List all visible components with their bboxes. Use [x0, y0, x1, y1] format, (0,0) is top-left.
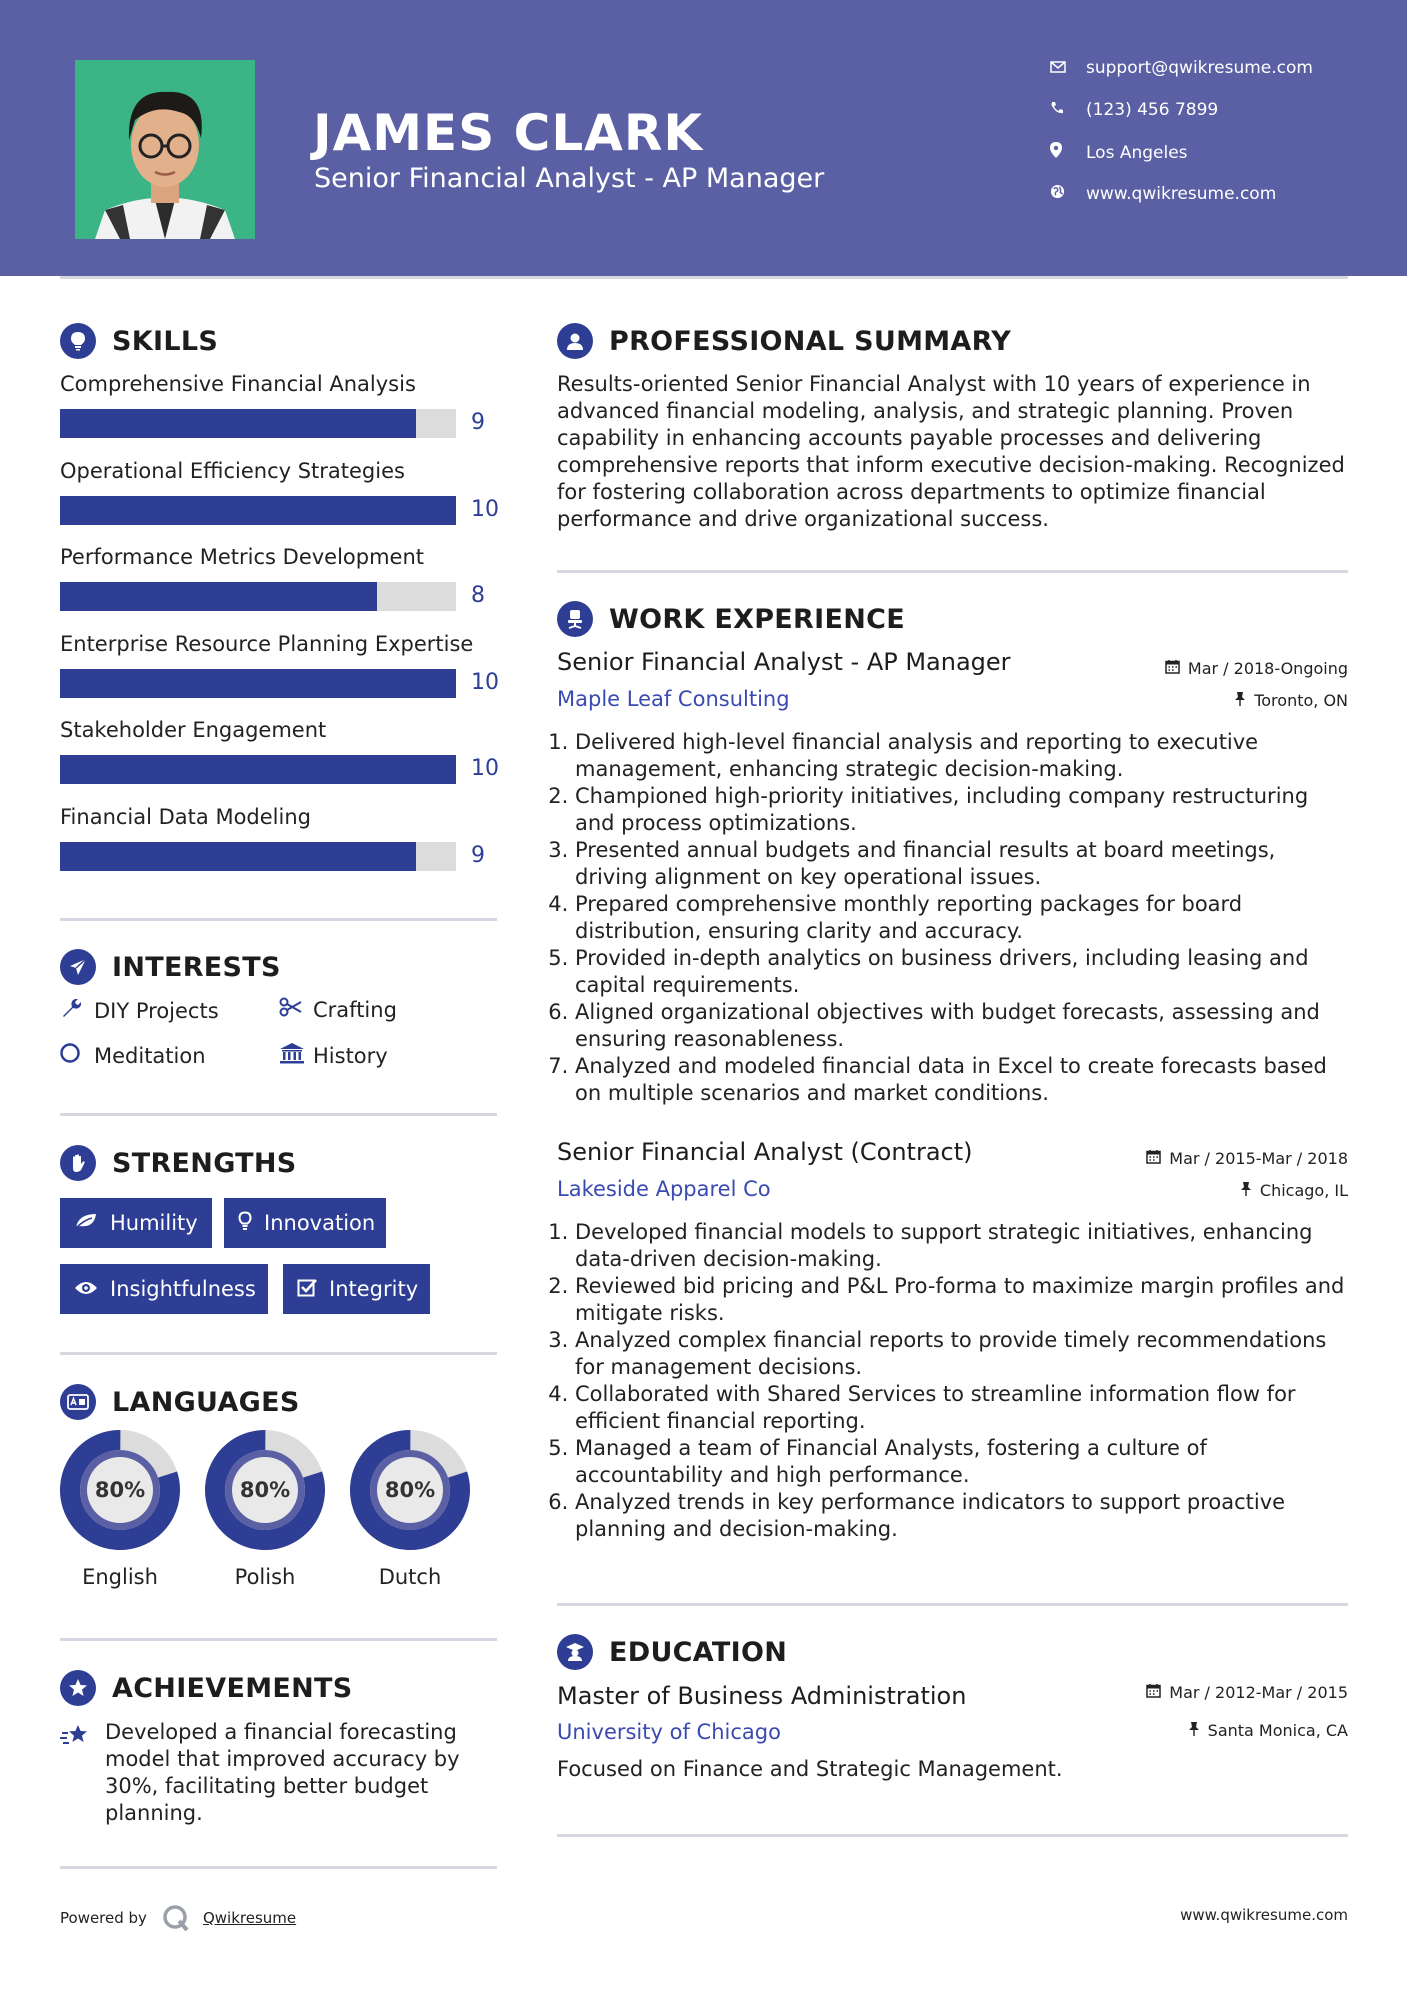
pushpin-icon [1240, 1181, 1252, 1200]
envelope-icon [1050, 58, 1086, 78]
strength-chip-innovation [224, 1198, 386, 1248]
languages-heading [60, 1384, 300, 1420]
candidate-title: Senior Financial Analyst - AP Manager [314, 163, 825, 194]
language-name: Dutch [378, 1565, 442, 1589]
strength-chip-insightfulness [60, 1264, 268, 1314]
responsibility-item: 2. Reviewed bid pricing and P&L Pro-forma to maximize margin profiles and mitigate risks. [575, 1273, 1352, 1327]
degree-title: Master of Business Administration [557, 1682, 967, 1710]
skill-bar-track [60, 842, 456, 871]
pushpin-icon [1188, 1721, 1200, 1740]
skill-label: Enterprise Resource Planning Expertise [60, 631, 474, 656]
education-heading-text: EDUCATION [609, 1636, 788, 1668]
achievement-text: Developed a financial forecasting model that improved accuracy by 30%, facilitating better budget planning. [105, 1720, 460, 1825]
profile-photo [75, 60, 255, 239]
responsibility-item: 1. Developed financial models to support strategic initiatives, enhancing data-driven decision-making. [575, 1219, 1352, 1273]
job-location-text: Toronto, ON [1254, 691, 1348, 710]
contact-website[interactable] [1050, 184, 1276, 204]
footer-website[interactable]: www.qwikresume.com [1180, 1906, 1348, 1924]
eye-icon [74, 1277, 98, 1301]
interest-history [279, 1042, 388, 1069]
contact-location [1050, 142, 1188, 163]
company-name[interactable]: Lakeside Apparel Co [557, 1177, 771, 1201]
education-dates-text: Mar / 2012-Mar / 2015 [1169, 1683, 1348, 1702]
responsibility-item: 6. Analyzed trends in key performance indicators to support proactive planning and decision-making. [575, 1489, 1352, 1543]
calendar-icon [1165, 659, 1180, 678]
language-name: Polish [234, 1565, 296, 1589]
interest-diy-projects [60, 997, 219, 1024]
contact-location-text: Los Angeles [1086, 142, 1188, 163]
skill-label: Financial Data Modeling [60, 805, 311, 829]
powered-by-text: Powered by [60, 1909, 147, 1927]
skill-value: 9 [471, 410, 485, 435]
interest-label: Meditation [94, 1043, 206, 1068]
interest-label: History [313, 1043, 388, 1068]
skill-bar-fill [60, 755, 456, 784]
skills-divider [60, 918, 497, 921]
skill-label: Comprehensive Financial Analysis [60, 372, 416, 396]
strength-chip-integrity [283, 1264, 430, 1314]
graduate-icon [557, 1634, 593, 1670]
job-dates [1146, 1149, 1348, 1168]
education-location [1188, 1721, 1348, 1740]
school-name[interactable]: University of Chicago [557, 1720, 781, 1744]
job-location [1234, 691, 1348, 710]
contact-phone-text: (123) 456 7899 [1086, 100, 1219, 120]
strength-chip-humility [60, 1198, 212, 1248]
phone-icon [1050, 100, 1086, 120]
skill-bar-track [60, 582, 456, 611]
experience-divider [557, 1603, 1348, 1606]
stars-icon [60, 1723, 92, 1753]
education-location-text: Santa Monica, CA [1207, 1721, 1348, 1740]
responsibility-item: 1. Delivered high-level financial analysis and reporting to executive management, enhancing strategic decision-making. [575, 729, 1352, 783]
responsibility-item: 5. Managed a team of Financial Analysts, fostering a culture of accountability and high performance. [575, 1435, 1352, 1489]
responsibility-item: 2. Championed high-priority initiatives, including company restructuring and process optimizations. [575, 783, 1352, 837]
strengths-heading-text: STRENGTHS [112, 1147, 297, 1179]
skill-value: 10 [471, 669, 499, 695]
job-responsibilities [557, 729, 1352, 1107]
user-icon [557, 323, 593, 359]
language-percent: 80% [239, 1478, 291, 1502]
skills-heading-text: SKILLS [112, 325, 219, 357]
responsibility-item: 7. Analyzed and modeled financial data in Excel to create forecasts based on multiple scenarios and market conditions. [575, 1053, 1352, 1107]
skill-bar-fill [60, 669, 456, 698]
job-location-text: Chicago, IL [1259, 1181, 1348, 1200]
language-percent: 80% [384, 1478, 436, 1502]
responsibility-item: 4. Prepared comprehensive monthly reporting packages for board distribution, ensuring clarity and accuracy. [575, 891, 1352, 945]
summary-heading [557, 323, 1011, 359]
skill-value: 10 [471, 756, 499, 782]
summary-text: Results-oriented Senior Financial Analyst with 10 years of experience in advanced financial modeling, analysis, and strategic planning. Proven capability in enhancing accounts payable processes and delivering comprehensive reports that inform executive decision-making. Recognized for fostering collaboration across departments to optimize financial performance and drive organizational success. [557, 372, 1345, 531]
education-divider [557, 1834, 1348, 1837]
language-ring [205, 1430, 325, 1550]
achievements-divider [60, 1866, 497, 1869]
education-heading [557, 1634, 787, 1670]
skill-bar-fill [60, 496, 456, 525]
candidate-name: JAMES CLARK [313, 104, 704, 162]
languages-heading-text: LANGUAGES [112, 1386, 300, 1418]
language-name: English [82, 1565, 158, 1589]
job-title: Senior Financial Analyst - AP Manager [557, 648, 1011, 676]
responsibility-item: 4. Collaborated with Shared Services to streamline information flow for efficient financial reporting. [575, 1381, 1352, 1435]
skill-label: Performance Metrics Development [60, 545, 425, 570]
skill-bar-fill [60, 582, 377, 611]
contact-email[interactable] [1050, 58, 1313, 78]
interest-crafting [279, 997, 397, 1022]
job-location [1240, 1181, 1348, 1200]
language-ring [350, 1430, 470, 1550]
interests-divider [60, 1113, 497, 1116]
achievements-heading [60, 1670, 353, 1706]
calendar-icon [1146, 1683, 1161, 1702]
star-icon [60, 1670, 96, 1706]
strength-label: Integrity [329, 1277, 419, 1301]
language-ring [60, 1430, 180, 1550]
skills-heading [60, 323, 218, 359]
education-dates [1146, 1683, 1348, 1702]
languages-divider [60, 1638, 497, 1641]
leaf-icon [74, 1211, 98, 1235]
contact-email-text: support@qwikresume.com [1086, 58, 1313, 78]
achievements-heading-text: ACHIEVEMENTS [112, 1672, 353, 1704]
interest-label: DIY Projects [94, 998, 219, 1023]
skill-bar-track [60, 669, 456, 698]
contact-website-text: www.qwikresume.com [1086, 184, 1277, 204]
summary-divider [557, 570, 1348, 573]
skill-bar-track [60, 496, 456, 525]
skill-bar-track [60, 409, 456, 438]
strength-label: Innovation [264, 1211, 376, 1235]
brand-link[interactable]: Qwikresume [202, 1909, 297, 1927]
bank-icon [279, 1042, 313, 1069]
paper-plane-icon [60, 949, 96, 985]
skill-label: Stakeholder Engagement [60, 718, 327, 743]
interest-label: Crafting [313, 997, 397, 1022]
strengths-divider [60, 1352, 497, 1355]
lightbulb-icon [60, 323, 96, 359]
globe-icon [1050, 184, 1086, 204]
skill-label: Operational Efficiency Strategies [60, 458, 405, 483]
interests-heading-text: INTERESTS [112, 951, 281, 983]
job-dates-text: Mar / 2015-Mar / 2018 [1169, 1149, 1348, 1168]
interests-heading [60, 949, 281, 985]
contact-phone[interactable] [1050, 100, 1218, 120]
pushpin-icon [1234, 691, 1246, 710]
strengths-heading [60, 1145, 297, 1181]
wrench-icon [60, 997, 94, 1024]
check-square-icon [297, 1277, 317, 1302]
responsibility-item: 3. Analyzed complex financial reports to provide timely recommendations for management decisions. [575, 1327, 1352, 1381]
hand-icon [60, 1145, 96, 1181]
skill-value: 10 [471, 496, 499, 522]
strength-label: Humility [110, 1211, 198, 1235]
summary-heading-text: PROFESSIONAL SUMMARY [609, 325, 1012, 357]
language-icon [60, 1384, 96, 1420]
calendar-icon [1146, 1149, 1161, 1168]
qwikresume-logo-icon [161, 1903, 191, 1933]
responsibility-item: 5. Provided in-depth analytics on business drivers, including leasing and capital requirements. [575, 945, 1352, 999]
footer-powered-by [60, 1903, 296, 1933]
job-responsibilities [557, 1219, 1352, 1543]
circle-icon [60, 1042, 94, 1069]
experience-heading-text: WORK EXPERIENCE [609, 603, 905, 635]
job-title: Senior Financial Analyst (Contract) [557, 1138, 973, 1166]
experience-heading [557, 601, 905, 637]
skill-bar-fill [60, 409, 416, 438]
responsibility-item: 6. Aligned organizational objectives with budget forecasts, assessing and ensuring reasonableness. [575, 999, 1352, 1053]
strength-label: Insightfulness [110, 1277, 256, 1301]
lightbulb-icon [238, 1211, 252, 1236]
skill-value: 9 [471, 843, 485, 868]
header-divider [60, 276, 1348, 279]
job-dates [1165, 659, 1348, 678]
education-description: Focused on Finance and Strategic Management. [557, 1757, 1063, 1781]
job-dates-text: Mar / 2018-Ongoing [1187, 659, 1348, 678]
office-chair-icon [557, 601, 593, 637]
language-percent: 80% [94, 1478, 146, 1502]
map-pin-icon [1050, 142, 1086, 163]
skill-bar-fill [60, 842, 416, 871]
skill-value: 8 [471, 583, 485, 609]
interest-meditation [60, 1042, 206, 1069]
company-name[interactable]: Maple Leaf Consulting [557, 687, 790, 711]
responsibility-item: 3. Presented annual budgets and financial results at board meetings, driving alignment on key operational issues. [575, 837, 1352, 891]
skill-bar-track [60, 755, 456, 784]
scissors-icon [279, 997, 313, 1022]
